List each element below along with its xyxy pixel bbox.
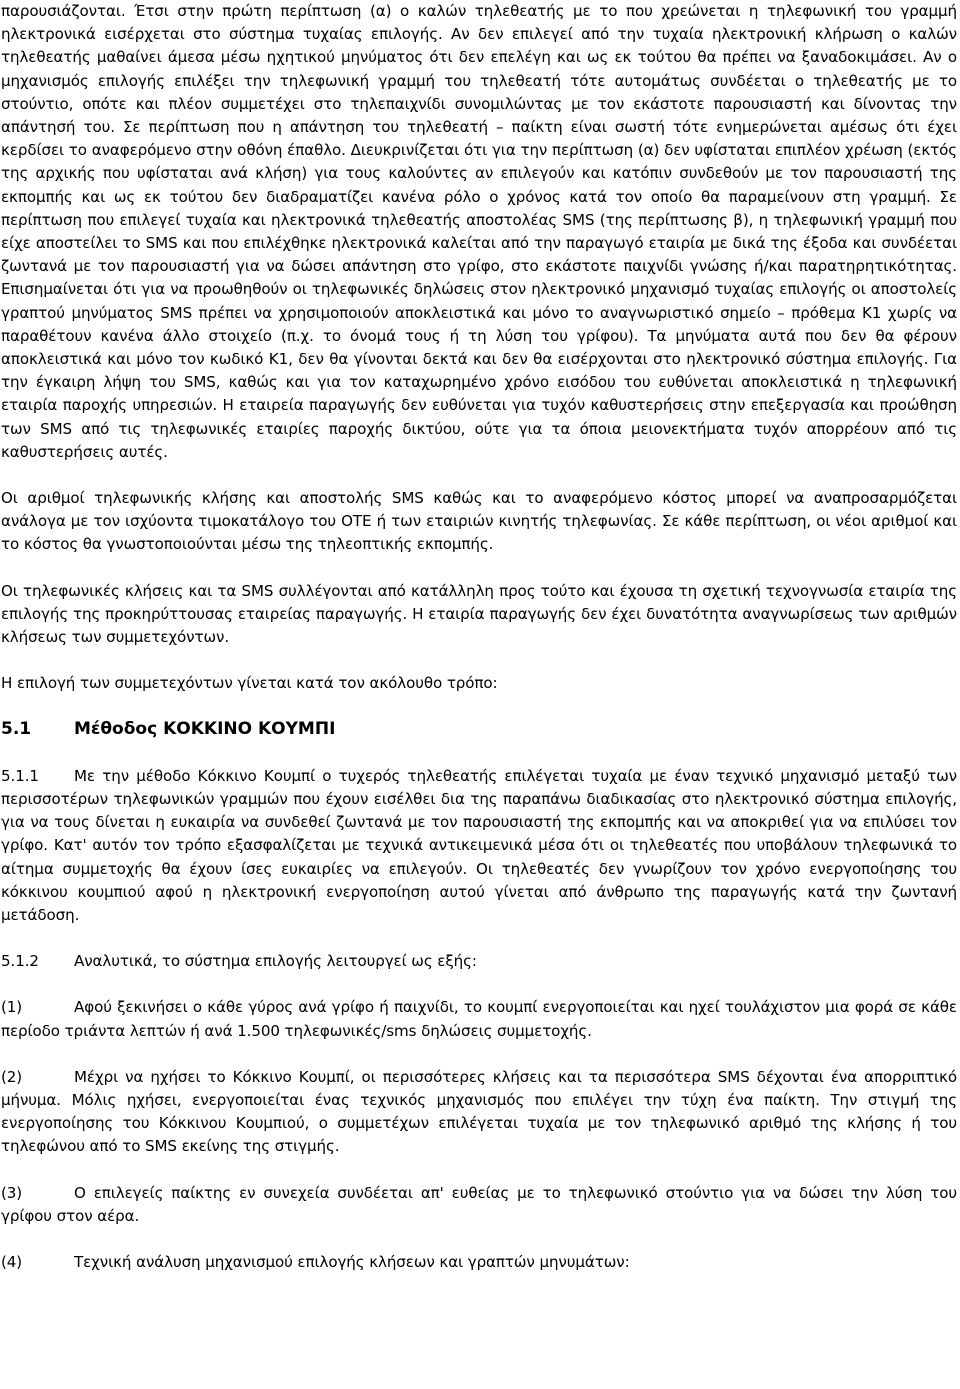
list-item-number: (4) [1, 1252, 23, 1271]
list-item [1, 996, 957, 1042]
list-item-text: Τεχνική ανάλυση μηχανισμού επιλογής κλήσεων και γραπτών μηνυμάτων: [74, 1252, 630, 1271]
section-5-1-1 [1, 765, 957, 927]
section-text: Με την μέθοδο Κόκκινο Κουμπί ο τυχερός τηλεθεατής επιλέγεται τυχαία με έναν τεχνικό μηχανισμό μεταξύ των περισσοτέρων τηλεφωνικών γραμμών που έχουν εισέλθει δια της παραπάνω διαδικασίας στο ηλεκτρονικό σύστημα επιλογής, για να τους δίνεται η ευκαιρία να συνδεθεί ζωντανά με τον παρουσιαστή της εκπομπής και να αποκριθεί για να επιλύσει τον γρίφο. Κατ' αυτόν τον τρόπο εξασφαλίζεται με τεχνικά αντικειμενικά μέσα ότι οι τηλεθεατές που υποβάλουν τηλεφωνικά το αίτημα συμμετοχής θα έχουν ίσες ευκαιρίες να επιλεγούν. Οι τηλεθεατές δεν γνωρίζουν τον χρόνο ενεργοποίησης του κόκκινου κουμπιού αφού η ηλεκτρονική ενεργοποίηση αυτού γίνεται από άνθρωπο της παραγωγής κατά την ζωντανή μετάδοση. [1, 766, 957, 924]
section-number: 5.1 [1, 719, 32, 740]
paragraph-selection-intro: Η επιλογή των συμμετεχόντων γίνεται κατά τον ακόλουθο τρόπο: [1, 674, 498, 693]
list-item-number: (1) [1, 998, 23, 1017]
list-item-text: Μέχρι να ηχήσει το Κόκκινο Κουμπί, οι περισσότερες κλήσεις και τα περισσότερα SMS δέχονται ένα απορριπτικό μήνυμα. Μόλις ηχήσει, ενεργοποιείται ένας τεχνικός μηχανισμός που επιλέγει την τύχη ένα παίκτη. Την στιγμή της ενεργοποίησης του Κόκκινου Κουμπιού, ο συμμετέχων επιλέγεται τυχαία με τον τηλεφωνικό αριθμό της κλήσης ή του τηλεφώνου από το SMS εκείνης της στιγμής. [1, 1067, 957, 1156]
section-heading-5-1 [1, 718, 957, 741]
list-item [1, 1251, 957, 1274]
list-item-number: (3) [1, 1183, 23, 1202]
section-number: 5.1.2 [1, 952, 39, 971]
list-item-number: (2) [1, 1067, 23, 1086]
section-5-1-2 [1, 950, 957, 973]
paragraph-numbers-cost: Οι αριθμοί τηλεφωνικής κλήσης και αποστολής SMS καθώς και το αναφερόμενο κόστος μπορεί να αναπροσαρμόζεται ανάλογα με τον ισχύοντα τιμοκατάλογο του ΟΤΕ ή των εταιριών κινητής τηλεφωνίας. Σε κάθε περίπτωση, οι νέοι αριθμοί και το κόστος θα γνωστοποιούνται μέσω της τηλεοπτικής εκπομπής. [1, 489, 957, 554]
list-item-text: Αφού ξεκινήσει ο κάθε γύρος ανά γρίφο ή παιχνίδι, το κουμπί ενεργοποιείται και ηχεί τουλάχιστον μια φορά σε κάθε περίοδο τριάντα λεπτών ή ανά 1.500 τηλεφωνικές/sms δηλώσεις συμμετοχής. [1, 998, 957, 1040]
section-number: 5.1.1 [1, 766, 39, 785]
section-title: Μέθοδος ΚΟΚΚΙΝΟ ΚΟΥΜΠΙ [74, 719, 336, 740]
list-item [1, 1066, 957, 1159]
paragraph-continuation: παρουσιάζονται. Έτσι στην πρώτη περίπτωση (α) ο καλών τηλεθεατής με το που χρεώνεται η τηλεφωνική του γραμμή ηλεκτρονικά εισέρχεται στο σύστημα τυχαίας επιλογής. Αν δεν επιλεγεί από την τυχαία ηλεκτρονική κλήρωση ο καλών τηλεθεατής μαθαίνει άμεσα μέσω ηχητικού μηνύματος ότι δεν επελέγη και ως εκ τούτου θα πρέπει να ξαναδοκιμάσει. Αν ο μηχανισμός επιλογής επιλέξει την τηλεφωνική γραμμή του τηλεθεατή τότε αυτομάτως συνδέεται ο τηλεθεατής με το στούντιο, οπότε και πλέον συμμετέχει στο τηλεπαιχνίδι συνομιλώντας με τον εκάστοτε παρουσιαστή και δίνοντας την απάντησή του. Σε περίπτωση που η απάντηση του τηλεθεατή – παίκτη είναι σωστή τότε ενημερώνεται αμέσως ότι έχει κερδίσει το αναφερόμενο στην οθόνη έπαθλο. Διευκρινίζεται ότι για την περίπτωση (α) δεν υφίσταται επιπλέον χρέωση (εκτός της αρχικής που υφίσταται ανά κλήση) για τους καλούντες αν επιλεγούν και κατόπιν συνδεθούν με τον παρουσιαστή της εκπομπής και ως εκ τούτου δεν διαδραματίζει κανένα ρόλο ο χρόνος κατά τον οποίο θα παραμείνουν στη γραμμή. Σε περίπτωση που επιλεγεί τυχαία και ηλεκτρονικά τηλεθεατής αποστολέας SMS (της περίπτωσης β), η τηλεφωνική γραμμή που είχε αποστείλει το SMS και που επιλέχθηκε ηλεκτρονικά καλείται από την παραγωγό εταιρία με δικά της έξοδα και συνδέεται ζωντανά με τον παρουσιαστή για να δώσει απάντηση στο γρίφο, στο εκάστοτε παιχνίδι γνώσης ή/και παρατηρητικότητας. Επισημαίνεται ότι για να προωθηθούν οι τηλεφωνικές δηλώσεις στον ηλεκτρονικό μηχανισμό τυχαίας επιλογής οι αποστολείς γραπτού μηνύματος SMS πρέπει να χρησιμοποιούν αποκλειστικά και μόνο το αναγνωριστικό σημείο – πρόθεμα Κ1 χωρίς να παραθέτουν κανένα άλλο στοιχείο (π.χ. το όνομά τους ή τη λύση του γρίφου). Τα μηνύματα αυτά που δεν θα φέρουν αποκλειστικά και μόνο τον κωδικό Κ1, δεν θα γίνονται δεκτά και δεν θα εισέρχονται στο ηλεκτρονικό σύστημα επιλογής. Για την έγκαιρη λήψη του SMS, καθώς και για τον καταχωρημένο χρόνο εισόδου του ευθύνεται αποκλειστικά η τηλεφωνική εταιρία παροχής υπηρεσιών. Η εταιρεία παραγωγής δεν ευθύνεται για τυχόν καθυστερήσεις στην επεξεργασία και προώθηση των SMS από τις τηλεφωνικές εταιρίες παροχής δικτύου, ούτε για τα όποια μειονεκτήματα τυχόν απορρέουν από τις καθυστερήσεις αυτές. [1, 2, 957, 461]
paragraph-calls-collection: Οι τηλεφωνικές κλήσεις και τα SMS συλλέγονται από κατάλληλη προς τούτο και έχουσα τη σχετική τεχνογνωσία εταιρία της επιλογής της προκηρύττουσας εταιρείας παραγωγής. Η εταιρία παραγωγής δεν έχει δυνατότητα αναγνωρίσεως των αριθμών κλήσεως των συμμετεχόντων. [1, 581, 957, 647]
list-item-text: Ο επιλεγείς παίκτης εν συνεχεία συνδέεται απ' ευθείας με το τηλεφωνικό στούντιο για να δώσει την λύση του γρίφου στον αέρα. [1, 1183, 957, 1225]
section-text: Αναλυτικά, το σύστημα επιλογής λειτουργεί ως εξής: [74, 952, 477, 971]
list-item [1, 1182, 957, 1228]
